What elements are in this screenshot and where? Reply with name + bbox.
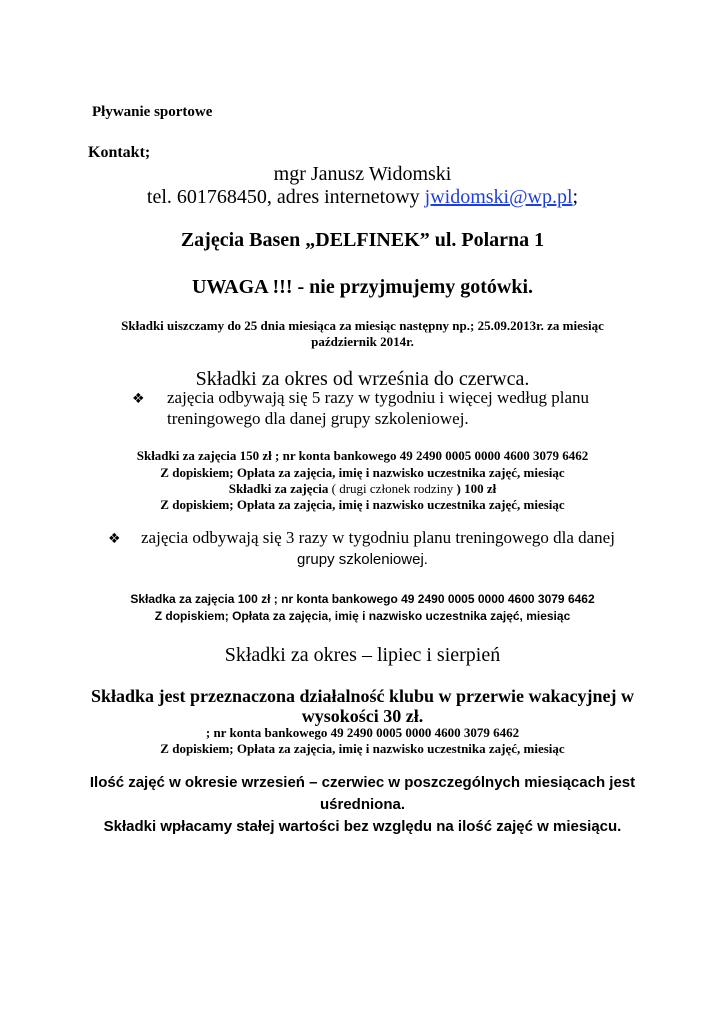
warning-heading: UWAGA !!! - nie przyjmujemy gotówki. <box>191 276 534 298</box>
season2-note-line: Z dopiskiem; Opłata za zajęcia, imię i nazwisko uczestnika zajęć, miesiąc <box>160 741 565 756</box>
season2-heading: Składki za okres – lipiec i sierpień <box>224 644 501 666</box>
bullet1-line1: zajęcia odbywają się 5 razy w tygodniu i więcej według planu <box>167 388 590 407</box>
contact-phone-email <box>0 186 725 209</box>
footer-line2: uśredniona. <box>319 796 405 813</box>
season2-account-line: ; nr konta bankowego 49 2490 0005 0000 4600 3079 6462 <box>205 725 520 740</box>
footer-line1: Ilość zajęć w okresie wrzesień – czerwiec w poszczególnych miesiącach jest <box>89 774 636 791</box>
family-prefix: Składki za zajęcia <box>228 481 329 496</box>
diamond-bullet-icon: ❖ <box>132 391 145 407</box>
email-link[interactable]: jwidomski@wp.pl <box>424 186 573 208</box>
venue-heading: Zajęcia Basen „DELFINEK” ul. Polarna 1 <box>180 229 545 251</box>
bullet2-line1: zajęcia odbywają się 3 razy w tygodniu planu treningowego dla danej <box>141 528 615 547</box>
contact-name: mgr Janusz Widomski <box>273 163 452 185</box>
payment-note-line1: Składki uiszczamy do 25 dnia miesiąca za miesiąc następny np.; 25.09.2013r. za miesiąc <box>121 318 604 333</box>
phone-suffix: ; <box>572 186 579 208</box>
diamond-bullet-icon: ❖ <box>108 531 121 547</box>
contact-label: Kontakt; <box>88 144 151 161</box>
payment-note-line2: październik 2014r. <box>311 334 414 349</box>
season1-heading: Składki za okres od września do czerwca. <box>195 368 530 390</box>
season1-family-line <box>0 481 725 497</box>
family-suffix: ) 100 zł <box>456 481 497 496</box>
season1-note-line2: Z dopiskiem; Opłata za zajęcia, imię i nazwisko uczestnika zajęć, miesiąc <box>160 497 565 512</box>
phone-text: tel. 601768450, adres internetowy <box>146 186 425 208</box>
season2-body-line2: wysokości 30 zł. <box>301 706 424 726</box>
season1-fee-line: Składki za zajęcia 150 zł ; nr konta bankowego 49 2490 0005 0000 4600 3079 6462 <box>136 448 589 463</box>
season1-note-line3: Z dopiskiem; Opłata za zajęcia, imię i nazwisko uczestnika zajęć, miesiąc <box>154 609 571 623</box>
season1-note-line: Z dopiskiem; Opłata za zajęcia, imię i nazwisko uczestnika zajęć, miesiąc <box>160 465 565 480</box>
bullet2-line2: grupy szkoleniowej. <box>297 551 428 568</box>
section-title: Pływanie sportowe <box>92 104 213 120</box>
family-mid: ( drugi członek rodziny <box>328 481 457 496</box>
bullet1-line2: treningowego dla danej grupy szkoleniowej. <box>167 409 469 428</box>
season1-fee-line2: Składka za zajęcia 100 zł ; nr konta bankowego 49 2490 0005 0000 4600 3079 6462 <box>130 592 595 606</box>
season2-body-line1: Składka jest przeznaczona działalność klubu w przerwie wakacyjnej w <box>91 686 634 706</box>
footer-line3: Składki wpłacamy stałej wartości bez względu na ilość zajęć w miesiącu. <box>103 818 622 835</box>
